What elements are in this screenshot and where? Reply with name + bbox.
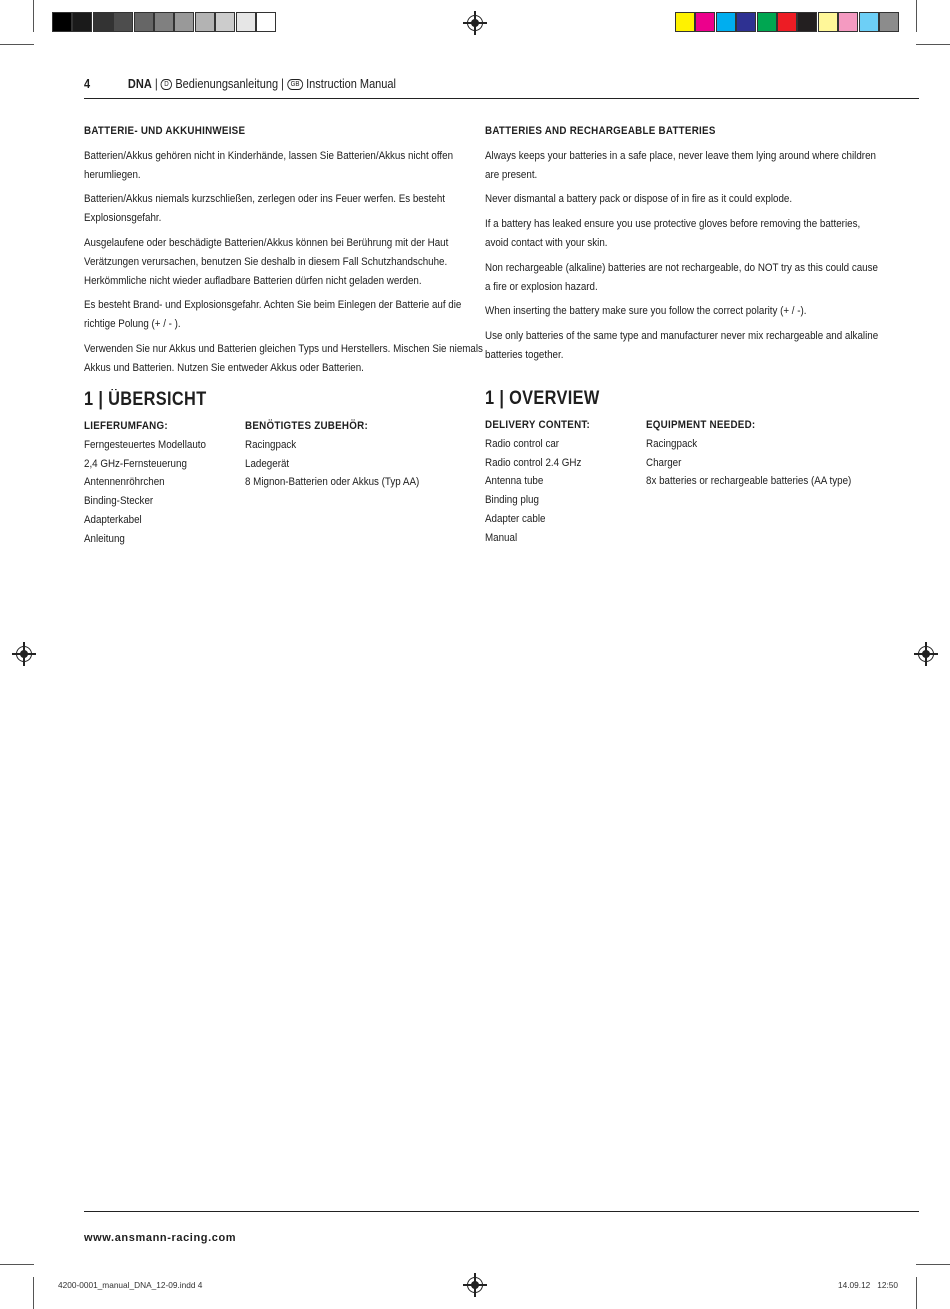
en-equipment-list [646,416,851,491]
en-paragraph: Non rechargeable (alkaline) batteries are not rechargeable, do NOT try as this could cause a fire or explosion hazard. [485,261,878,293]
de-delivery-heading: LIEFERUMFANG: [84,420,168,432]
en-section-title: 1 | OVERVIEW [485,388,600,409]
en-delivery-list [485,416,590,548]
lang-de-badge: D [161,79,172,90]
de-equipment-list [245,417,419,492]
color-swatch [859,12,879,32]
crop-mark [33,1277,34,1309]
de-equipment-heading: BENÖTIGTES ZUBEHÖR: [245,420,369,432]
slug-time: 12:50 [877,1280,898,1290]
en-paragraph: If a battery has leaked ensure you use protective gloves before removing the batteries, avoid contact with your skin. [485,218,861,249]
de-paragraphs [84,147,484,378]
footer-rule [84,1211,919,1212]
list-item: 2,4 GHz-Fernsteuerung [84,457,187,470]
list-item: Radio control 2.4 GHz [485,456,582,469]
header-separator: | [154,77,158,91]
crop-mark [0,1264,34,1265]
list-item: 8x batteries or rechargeable batteries (AA type) [646,475,852,488]
registration-mark-icon [16,646,32,662]
en-battery-heading: BATTERIES AND RECHARGEABLE BATTERIES [485,125,716,137]
registration-mark-icon [467,1277,483,1293]
color-swatch [215,12,235,32]
slug-filename: 4200-0001_manual_DNA_12-09.indd 4 [58,1280,203,1290]
lang-gb-title: Instruction Manual [306,77,396,91]
en-paragraph: Never dismantal a battery pack or dispose of in fire as it could explode. [485,193,793,206]
en-paragraph: Use only batteries of the same type and manufacturer never mix rechargeable and alkaline batteries together. [485,330,879,361]
color-swatch [195,12,215,32]
list-item: Racingpack [646,437,698,450]
de-delivery-items [84,436,206,549]
de-delivery-list [84,417,206,549]
list-item: Adapter cable [485,512,546,525]
de-paragraph: Ausgelaufene oder beschädigte Batterien/Akkus können bei Berührung mit der Haut Verätzungen verursachen, benutzen Sie deshalb in diesem Fall Schutzhandschuhe. Herkömmliche nicht wieder aufladbare Batterien dürfen nicht geladen werden. [84,236,449,287]
product-name: DNA [127,77,152,91]
crop-mark [0,44,34,45]
list-item: Adapterkabel [84,513,142,526]
color-swatch [154,12,174,32]
list-item: Binding plug [485,494,539,507]
color-swatch [757,12,777,32]
color-swatch [838,12,858,32]
color-swatch [52,12,72,32]
list-item: Binding-Stecker [84,495,154,508]
color-swatch [236,12,256,32]
list-item: Antennenröhrchen [84,476,165,489]
header-rule [84,98,919,99]
en-paragraph: Always keeps your batteries in a safe place, never leave them lying around where children are present. [485,149,876,181]
de-battery-section [84,122,484,384]
en-equipment-heading: EQUIPMENT NEEDED: [646,419,756,431]
registration-mark-icon [918,646,934,662]
list-item: Charger [646,456,682,469]
list-item: Antenna tube [485,475,544,488]
en-delivery-heading: DELIVERY CONTENT: [485,419,591,431]
crop-mark [916,1264,950,1265]
de-section-title: 1 | ÜBERSICHT [84,389,207,410]
color-swatch [736,12,756,32]
page-number: 4 [84,77,91,91]
color-swatch [777,12,797,32]
crop-mark [916,0,917,32]
de-equipment-items [245,436,419,492]
color-swatch [695,12,715,32]
de-paragraph: Es besteht Brand- und Explosionsgefahr. Achten Sie beim Einlegen der Batterie auf die richtige Polung (+ / - ). [84,299,462,331]
color-swatch [675,12,695,32]
color-swatch [879,12,899,32]
de-paragraph: Batterien/Akkus gehören nicht in Kinderhände, lassen Sie Batterien/Akkus nicht offen herumliegen. [84,149,454,181]
list-item: Manual [485,531,518,544]
slug-date: 14.09.12 [838,1280,871,1290]
en-delivery-items [485,435,590,548]
list-item: Ferngesteuertes Modellauto [84,438,206,451]
de-paragraph: Batterien/Akkus niemals kurzschließen, zerlegen oder ins Feuer werfen. Es besteht Explosionsgefahr. [84,193,445,225]
list-item: Ladegerät [245,457,290,470]
color-swatch [716,12,736,32]
de-paragraph: Verwenden Sie nur Akkus und Batterien gleichen Typs und Herstellers. Mischen Sie niemals Akkus und Batterien. Nutzen Sie entweder Akkus oder Batterien. [84,342,483,374]
website-link[interactable]: www.ansmann-racing.com [84,1232,237,1244]
color-swatch [72,12,92,32]
en-paragraphs [485,147,885,365]
registration-mark-icon [467,15,483,31]
list-item: 8 Mignon-Batterien oder Akkus (Typ AA) [245,476,420,489]
page-header [84,77,396,91]
color-swatch [818,12,838,32]
list-item: Anleitung [84,532,125,545]
crop-mark [33,0,34,32]
header-separator: | [281,77,285,91]
slug-timestamp [838,1280,898,1290]
crop-mark [916,1277,917,1309]
de-battery-heading: BATTERIE- UND AKKUHINWEISE [84,125,246,137]
color-swatch [134,12,154,32]
list-item: Racingpack [245,438,297,451]
color-swatch [113,12,133,32]
en-paragraph: When inserting the battery make sure you follow the correct polarity (+ / -). [485,305,807,318]
color-swatch [93,12,113,32]
color-swatch [174,12,194,32]
list-item: Radio control car [485,437,560,450]
crop-mark [916,44,950,45]
lang-gb-badge: GB [287,79,303,90]
en-battery-section [485,122,885,371]
lang-de-title: Bedienungsanleitung [175,77,279,91]
color-swatch [256,12,276,32]
color-swatch [797,12,817,32]
en-equipment-items [646,435,851,491]
